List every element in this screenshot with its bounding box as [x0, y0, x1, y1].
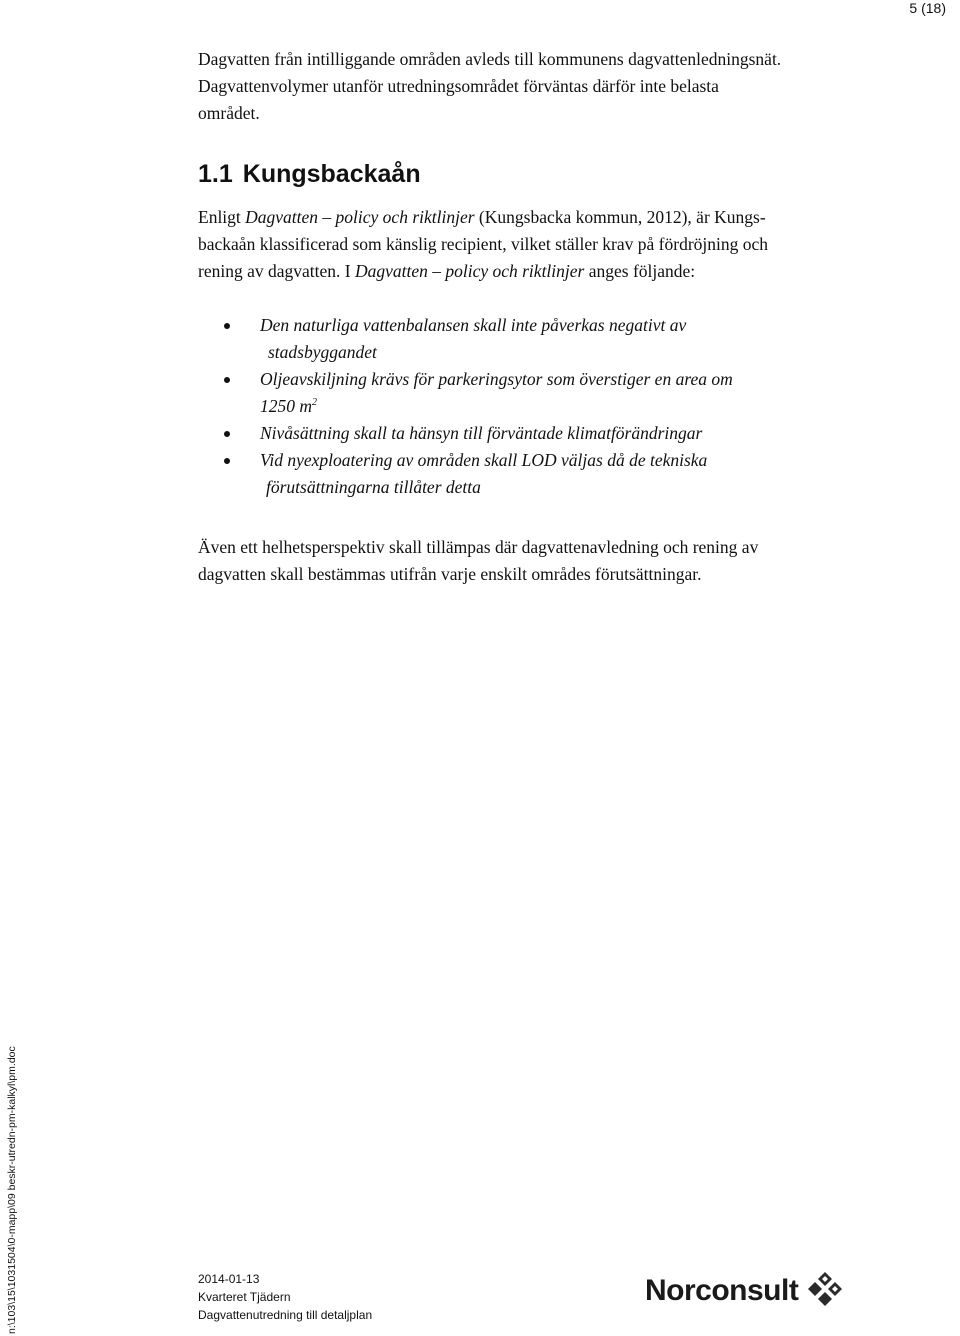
- bullet-icon: [224, 431, 230, 437]
- intro-paragraph: [198, 46, 858, 127]
- bullet-4-line-2: förutsättningarna tillåter detta: [266, 477, 481, 497]
- logo-text: Norconsult: [645, 1274, 799, 1307]
- company-logo: [645, 1268, 855, 1316]
- intro-line-1: Dagvatten från intilliggande områden avleds till kommunens dagvattenledningsnät.: [198, 49, 782, 69]
- para2-line-1: Även ett helhetsperspektiv skall tillämpas där dagvattenavledning och rening av: [198, 537, 759, 557]
- para2-line-2: dagvatten skall bestämmas utifrån varje enskilt områdes förutsättningar.: [198, 564, 702, 584]
- footer-project: Kvarteret Tjädern: [198, 1290, 291, 1304]
- para1-text-2: (Kungsbacka kommun, 2012), är Kungs-: [474, 207, 766, 227]
- section-title: Kungsbackaån: [242, 160, 421, 188]
- list-item: [198, 366, 838, 420]
- intro-line-3: området.: [198, 103, 260, 123]
- bullet-1-line-1: Den naturliga vattenbalansen skall inte påverkas negativt av: [260, 315, 687, 335]
- list-item: [198, 420, 838, 447]
- para1-text-3: rening av dagvatten. I: [198, 261, 355, 281]
- file-path: n:\103\15\1031504\0-mapp\09 beskr-utredn-pm-kalkyl\pm.doc: [6, 1046, 18, 1334]
- bullet-icon: [224, 458, 230, 464]
- para1-text-1: Enligt: [198, 207, 246, 227]
- page-footer: [198, 1270, 372, 1324]
- bullet-icon: [224, 323, 230, 329]
- requirements-list: [198, 312, 838, 501]
- para1-line-2: backaån klassificerad som känslig recipient, vilket ställer krav på fördröjning och: [198, 234, 769, 254]
- para1-text-4: anges följande:: [584, 261, 696, 281]
- list-item: [198, 447, 838, 501]
- bullet-1-line-2: stadsbyggandet: [268, 342, 377, 362]
- bullet-icon: [224, 377, 230, 383]
- policy-reference-2: Dagvatten – policy och riktlinjer: [354, 261, 585, 281]
- section-number: 1.1: [198, 160, 233, 188]
- policy-reference-1: Dagvatten – policy och riktlinjer: [245, 207, 475, 227]
- bullet-4-line-1: Vid nyexploatering av områden skall LOD väljas då de tekniska: [260, 450, 708, 470]
- closing-paragraph: [198, 534, 858, 588]
- bullet-2-line-2: 1250 m: [260, 396, 313, 416]
- intro-line-2: Dagvattenvolymer utanför utredningsområdet förväntas därför inte belasta: [198, 76, 719, 96]
- norconsult-diamond-logo-icon: [801, 1270, 849, 1310]
- bullet-3: Nivåsättning skall ta hänsyn till förväntade klimatförändringar: [260, 423, 703, 443]
- section-paragraph: [198, 204, 858, 285]
- bullet-2-line-1: Oljeavskiljning krävs för parkeringsytor som överstiger en area om: [260, 369, 733, 389]
- section-heading: [198, 156, 421, 192]
- footer-doc-title: Dagvattenutredning till detaljplan: [198, 1308, 373, 1322]
- superscript: 2: [312, 397, 318, 408]
- list-item: [198, 312, 838, 366]
- page-number: 5 (18): [909, 0, 946, 16]
- footer-date: 2014-01-13: [198, 1272, 260, 1286]
